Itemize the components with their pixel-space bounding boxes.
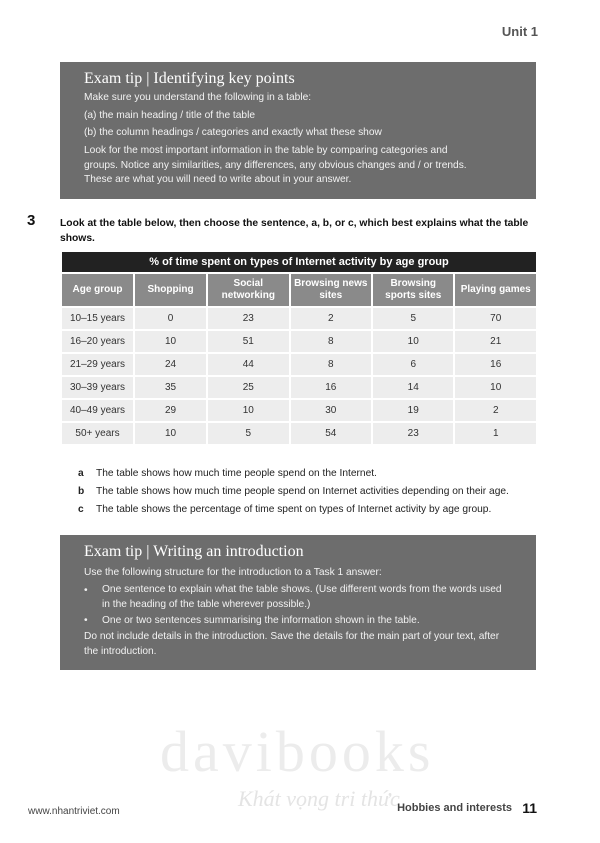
table-cell: 21–29 years [62, 354, 133, 375]
answer-option-b [78, 483, 548, 501]
exam-tip-key-points [60, 62, 536, 199]
exam-tip-introduction [60, 535, 536, 670]
table-row [62, 331, 536, 352]
tip-intro: Use the following structure for the introduction to a Task 1 answer: [84, 567, 382, 578]
table-cell: 30 [291, 400, 371, 421]
question-number: 3 [27, 212, 36, 229]
option-text: The table shows the percentage of time spent on types of Internet activity by age group. [96, 504, 492, 515]
tip-bullet-text: One or two sentences summarising the information shown in the table. [102, 614, 420, 626]
table-cell: 23 [208, 308, 288, 329]
option-text: The table shows how much time people spend on the Internet. [96, 468, 377, 479]
bullet-icon: • [84, 584, 88, 596]
table-row [62, 308, 536, 329]
table-cell: 0 [135, 308, 206, 329]
table-cell: 40–49 years [62, 400, 133, 421]
tip-bullet [84, 582, 512, 612]
column-header: Age group [62, 274, 133, 306]
table-cell: 19 [373, 400, 453, 421]
table-cell: 21 [455, 331, 536, 352]
bullet-icon: • [84, 614, 88, 626]
table-caption: % of time spent on types of Internet activity by age group [62, 252, 536, 272]
table-cell: 70 [455, 308, 536, 329]
table-cell: 29 [135, 400, 206, 421]
tip-line: (a) the main heading / title of the table [84, 109, 256, 121]
table-cell: 2 [291, 308, 371, 329]
tip-line: These are what you will need to write about in your answer. [84, 174, 352, 185]
tip-line: Look for the most important information in the table by comparing categories and [84, 144, 448, 156]
column-header: Browsing sports sites [373, 274, 453, 306]
exam-tip-title: Exam tip | Identifying key points [84, 70, 295, 87]
table-cell: 16 [291, 377, 371, 398]
table-cell: 1 [455, 423, 536, 444]
table-row [62, 423, 536, 444]
tip-line: (b) the column headings / categories and exactly what these show [84, 127, 382, 138]
question-text: Look at the table below, then choose the sentence, a, b, or c, which best explains what the table shows. [60, 218, 529, 244]
tip-bullet [84, 612, 512, 630]
table-cell: 8 [291, 354, 371, 375]
exam-tip-title: Exam tip | Writing an introduction [84, 543, 304, 560]
option-letter: b [78, 486, 85, 497]
footer-section-wrap [397, 802, 540, 814]
table-cell: 50+ years [62, 423, 133, 444]
tip-outro: Do not include details in the introduction. Save the details for the main part of your text, after the introduction. [84, 631, 500, 657]
table-cell: 14 [373, 377, 453, 398]
option-letter: a [78, 468, 84, 479]
table-cell: 8 [291, 331, 371, 352]
table-cell: 16–20 years [62, 331, 133, 352]
option-text: The table shows how much time people spend on Internet activities depending on their age. [96, 486, 509, 497]
option-letter: c [78, 504, 84, 515]
footer-section: Hobbies and interests [397, 802, 512, 814]
table-cell: 2 [455, 400, 536, 421]
column-header: Browsing news sites [291, 274, 371, 306]
table-cell: 6 [373, 354, 453, 375]
table-cell: 5 [208, 423, 288, 444]
watermark-brand: davibooks [160, 719, 435, 784]
table-cell: 25 [208, 377, 288, 398]
table-cell: 54 [291, 423, 371, 444]
table-cell: 44 [208, 354, 288, 375]
table-cell: 10 [208, 400, 288, 421]
column-header: Social networking [208, 274, 288, 306]
answer-option-a [78, 465, 548, 483]
answer-options [78, 465, 548, 519]
table-cell: 5 [373, 308, 453, 329]
table-cell: 51 [208, 331, 288, 352]
watermark-tagline: Khát vọng tri thức [238, 786, 400, 811]
table-cell: 10–15 years [62, 308, 133, 329]
table-cell: 10 [455, 377, 536, 398]
answer-option-c [78, 501, 548, 519]
table-cell: 10 [135, 331, 206, 352]
tip-line: groups. Notice any similarities, any differences, any obvious changes and / or trends. [84, 160, 467, 171]
tip-bullet-text: One sentence to explain what the table shows. (Use different words from the words used in the heading of the table wherever possible.) [102, 583, 502, 610]
table-cell: 24 [135, 354, 206, 375]
table-row [62, 400, 536, 421]
column-header: Shopping [135, 274, 206, 306]
footer-website: www.nhantriviet.com [28, 806, 120, 817]
table-cell: 16 [455, 354, 536, 375]
table-cell: 35 [135, 377, 206, 398]
page-number: 11 [522, 800, 537, 816]
table-cell: 23 [373, 423, 453, 444]
column-header: Playing games [455, 274, 536, 306]
table-cell: 30–39 years [62, 377, 133, 398]
table-row [62, 354, 536, 375]
tip-line: Make sure you understand the following in a table: [84, 92, 312, 103]
table-cell: 10 [373, 331, 453, 352]
unit-label: Unit 1 [501, 24, 538, 39]
table-row [62, 377, 536, 398]
internet-activity-table [60, 250, 538, 446]
table-cell: 10 [135, 423, 206, 444]
